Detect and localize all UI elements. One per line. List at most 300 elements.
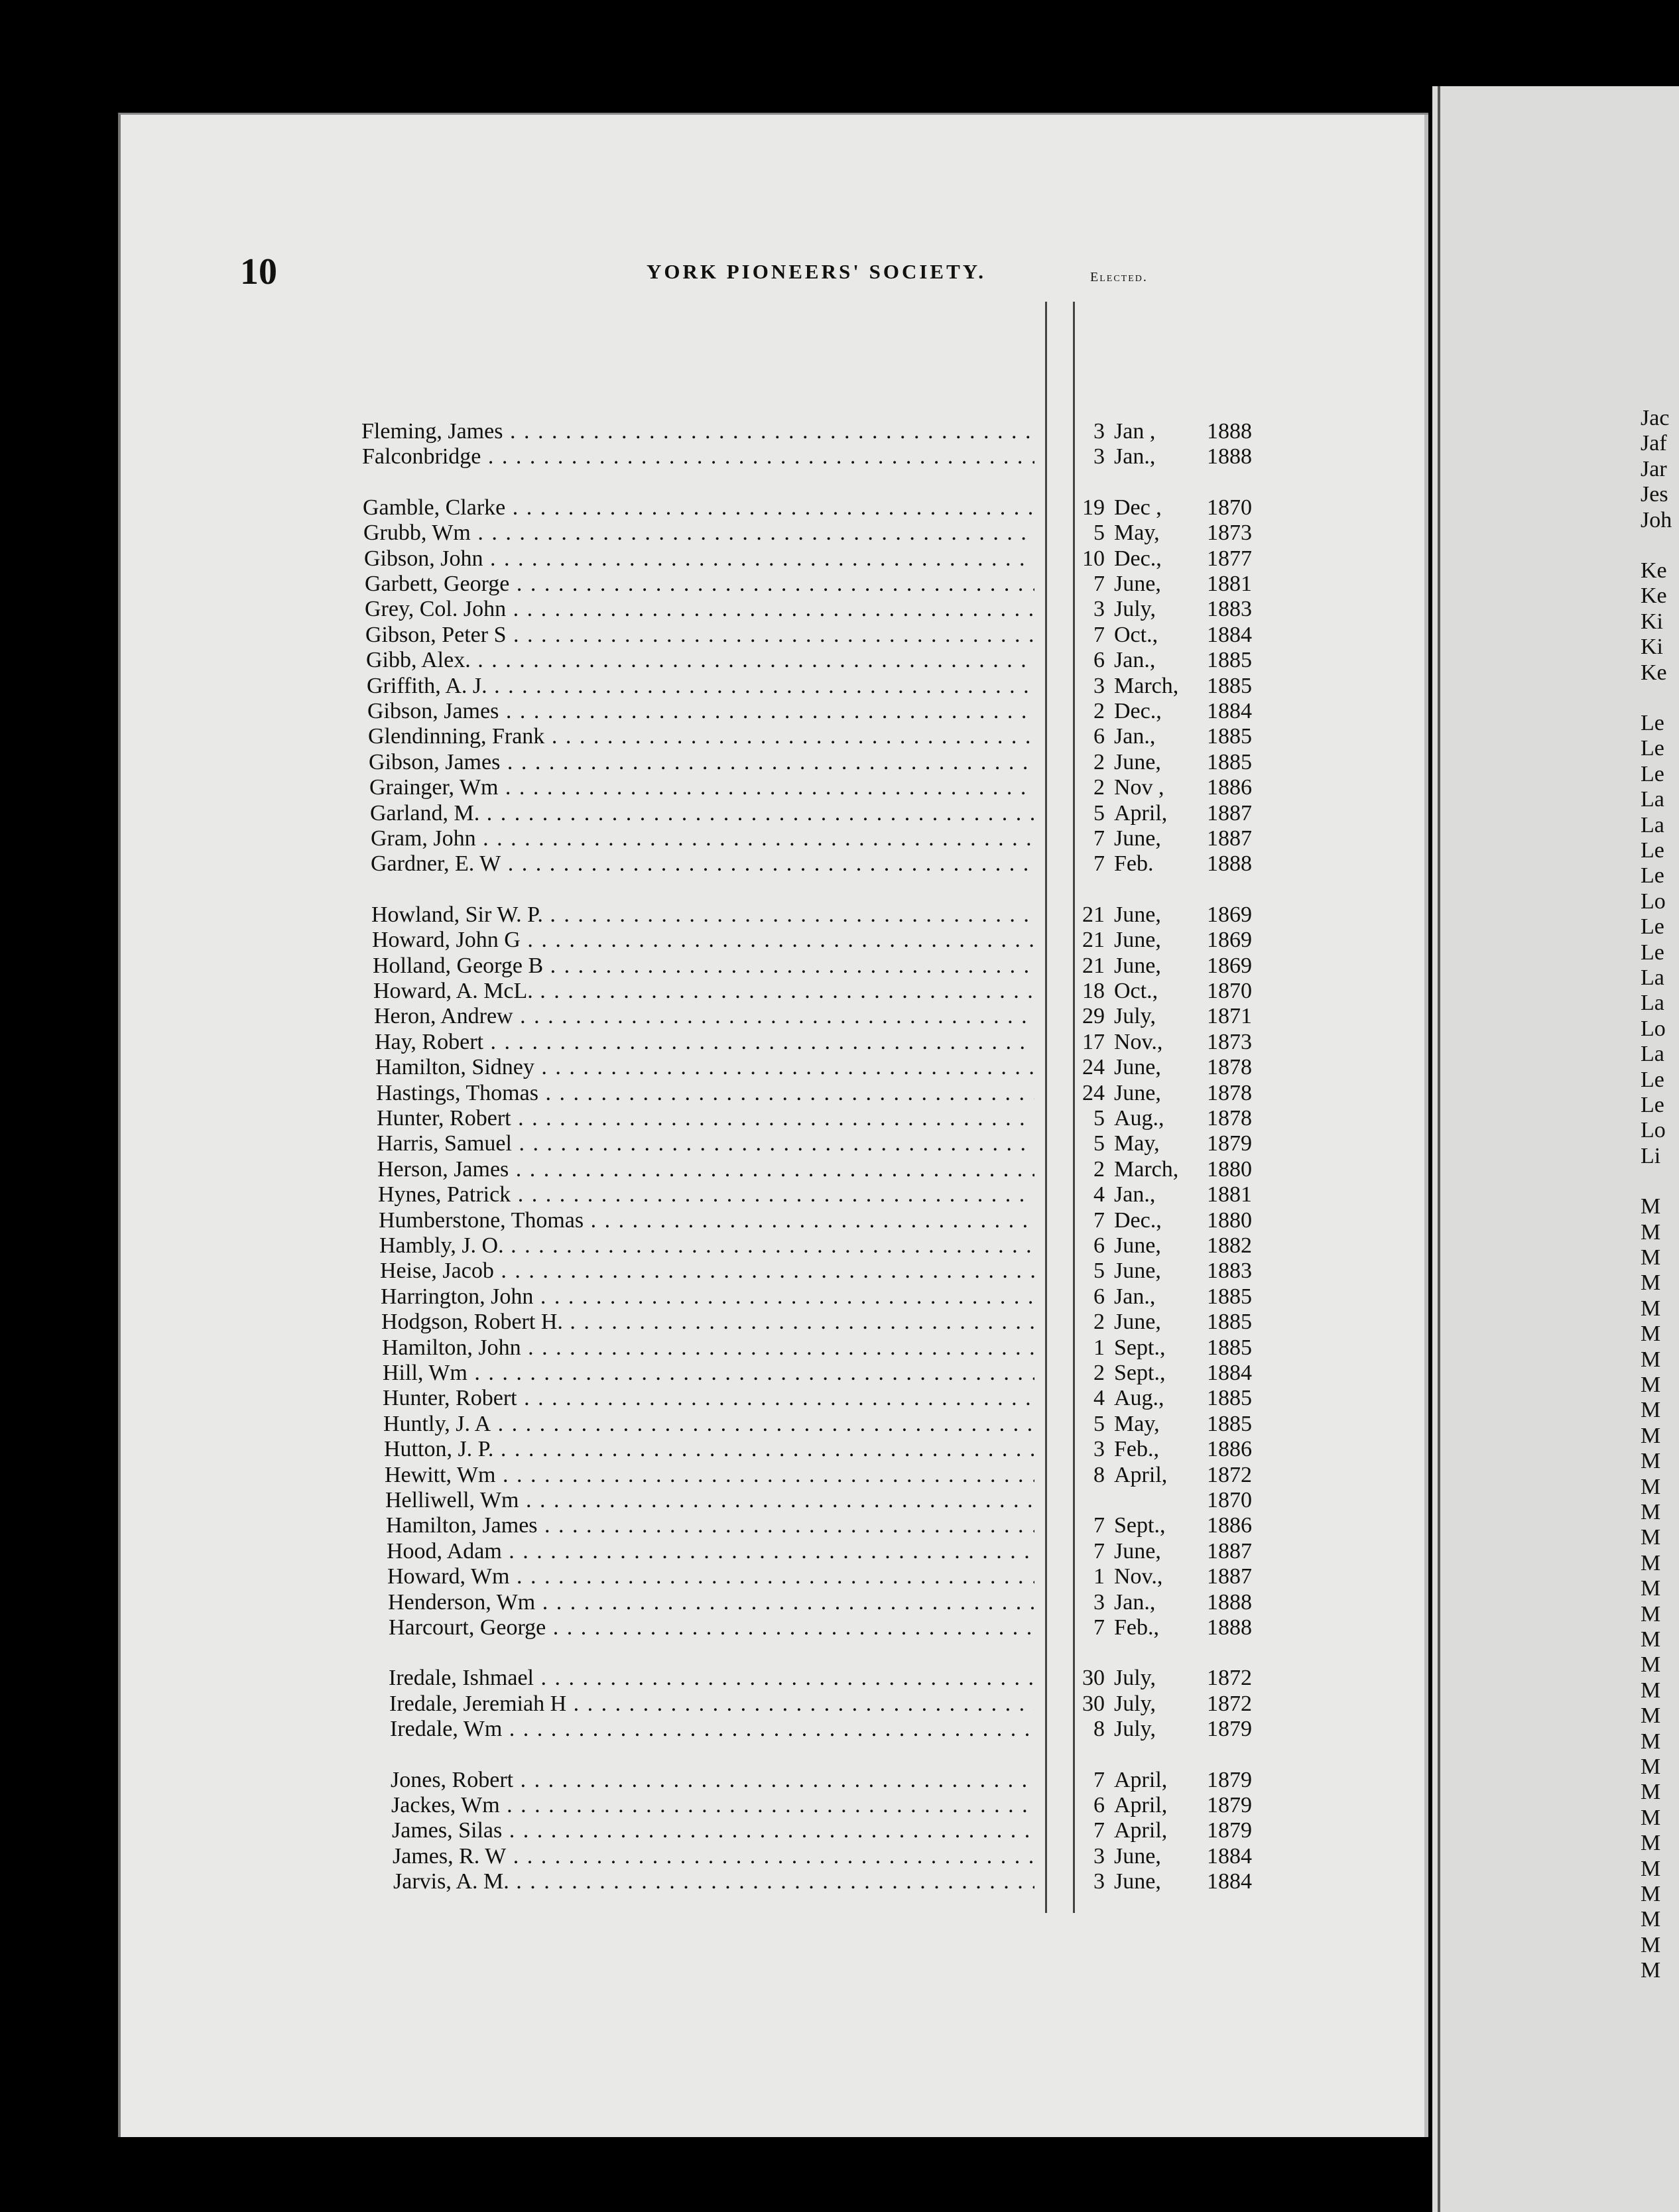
elected-day: 6 (1093, 648, 1105, 673)
member-entry (365, 623, 1286, 648)
member-entry (383, 1361, 1286, 1386)
elected-day: 2 (1093, 775, 1105, 800)
member-name: Heise, Jacob . . . (380, 1259, 1034, 1284)
elected-day: 7 (1093, 622, 1105, 647)
member-name: Gibson, James . . . (367, 699, 1034, 724)
elected-day: 5 (1093, 1131, 1105, 1156)
member-name: Hood, Adam . . . (387, 1539, 1034, 1564)
facing-page-fragment: M (1641, 1576, 1661, 1601)
elected-month: April, (1114, 1793, 1168, 1817)
elected-day: 3 (1093, 1843, 1105, 1869)
member-entry (371, 826, 1286, 851)
elected-year: 1878 (1207, 1055, 1252, 1080)
member-name: Hodgson, Robert H. . . . (381, 1310, 1034, 1335)
facing-page-fragment: Jar (1641, 456, 1667, 481)
elected-month: Jan., (1114, 444, 1156, 469)
member-name: Grubb, Wm . . . (363, 521, 1034, 546)
member-entry (373, 953, 1286, 979)
elected-day: 1 (1093, 1335, 1105, 1360)
elected-year: 1887 (1207, 1564, 1252, 1589)
elected-year: 1873 (1207, 1029, 1252, 1054)
member-name: Humberstone, Thomas . . . (379, 1208, 1034, 1233)
elected-month: March, (1114, 1156, 1179, 1182)
member-entry (377, 1157, 1286, 1182)
elected-month: Feb., (1114, 1437, 1159, 1462)
member-name: Griffith, A. J. . . . (367, 674, 1034, 699)
facing-page-fragment: Ke (1641, 584, 1667, 609)
member-name: Garbett, George . . . (365, 572, 1034, 597)
member-name: Garland, M. . . . (370, 801, 1034, 826)
elected-month: June, (1114, 953, 1161, 978)
facing-page-fragment: Le (1641, 838, 1664, 863)
elected-day: 21 (1082, 953, 1105, 978)
elected-year: 1883 (1207, 597, 1252, 622)
elected-month: July, (1114, 597, 1156, 622)
elected-day: 2 (1093, 1361, 1105, 1385)
elected-year: 1870 (1207, 1488, 1252, 1512)
page-number: 10 (240, 251, 277, 292)
facing-page-fragment: M (1641, 1601, 1661, 1627)
facing-page-fragment: M (1641, 1703, 1661, 1729)
elected-day: 6 (1093, 1793, 1105, 1817)
elected-year: 1883 (1207, 1259, 1252, 1284)
facing-page-fragment: Jaf (1641, 431, 1667, 456)
elected-day: 30 (1082, 1666, 1105, 1691)
member-entry (377, 1106, 1286, 1131)
facing-page-fragment: Le (1641, 711, 1664, 735)
elected-month: Jan., (1114, 1284, 1156, 1309)
facing-page-fragment: Le (1641, 914, 1664, 940)
elected-day: 4 (1093, 1386, 1105, 1411)
member-entry (379, 1233, 1286, 1259)
facing-page-fragment: M (1641, 1958, 1661, 1983)
elected-day: 2 (1093, 1156, 1105, 1182)
elected-month: June, (1114, 1869, 1161, 1894)
member-entry (381, 1310, 1286, 1335)
member-entry (366, 648, 1286, 673)
elected-month: June, (1114, 1080, 1161, 1105)
member-name: Iredale, Ishmael . . . (389, 1666, 1034, 1691)
member-name: Jones, Robert . . . (391, 1768, 1034, 1793)
elected-month: Nov , (1114, 775, 1164, 800)
elected-year: 1887 (1207, 800, 1252, 826)
facing-page-fragment: Jes (1641, 482, 1668, 507)
elected-year: 1885 (1207, 1335, 1252, 1360)
elected-day: 8 (1093, 1717, 1105, 1742)
elected-year: 1869 (1207, 953, 1252, 978)
elected-month: Jan., (1114, 724, 1156, 749)
member-entry (365, 597, 1286, 622)
elected-day: 29 (1082, 1004, 1105, 1029)
elected-month: Feb. (1114, 851, 1154, 877)
elected-year: 1884 (1207, 1361, 1252, 1385)
elected-year: 1885 (1207, 749, 1252, 774)
elected-year: 1884 (1207, 622, 1252, 647)
elected-day: 7 (1093, 1818, 1105, 1843)
elected-day: 3 (1093, 444, 1105, 469)
elected-day: 5 (1093, 521, 1105, 546)
facing-page-fragment: Le (1641, 736, 1664, 761)
elected-year: 1872 (1207, 1691, 1252, 1716)
elected-month: April, (1114, 1818, 1168, 1843)
facing-page-fragment: Ke (1641, 558, 1667, 583)
elected-year: 1869 (1207, 928, 1252, 953)
elected-day: 2 (1093, 1310, 1105, 1335)
elected-year: 1879 (1207, 1818, 1252, 1843)
facing-page-fragment: Le (1641, 761, 1664, 786)
facing-page-fragment: Ke (1641, 660, 1667, 685)
elected-day: 21 (1082, 902, 1105, 927)
facing-page-fragment: Li (1641, 1143, 1661, 1168)
facing-page-fragment: M (1641, 1474, 1661, 1499)
elected-day: 5 (1093, 800, 1105, 826)
facing-page-fragment: M (1641, 1500, 1661, 1524)
elected-month: April, (1114, 1462, 1168, 1487)
elected-day: 6 (1093, 724, 1105, 749)
elected-year: 1888 (1207, 1615, 1252, 1640)
elected-year: 1878 (1207, 1106, 1252, 1131)
elected-year: 1885 (1207, 1310, 1252, 1335)
elected-month: Sept., (1114, 1361, 1166, 1385)
member-name: Herson, James . . . (377, 1157, 1034, 1182)
facing-page-fragment: Le (1641, 863, 1664, 889)
elected-month: June, (1114, 902, 1161, 927)
member-name: Gibb, Alex. . . . (366, 648, 1034, 673)
elected-day: 5 (1093, 1106, 1105, 1131)
facing-page-fragment: M (1641, 1321, 1661, 1347)
member-entry (391, 1768, 1286, 1793)
elected-year: 1885 (1207, 1284, 1252, 1309)
member-name: Gibson, John . . . (364, 546, 1034, 572)
member-entry (383, 1412, 1286, 1437)
facing-page-fragment: M (1641, 1296, 1661, 1321)
member-entry (374, 1004, 1286, 1029)
member-name: Hewitt, Wm . . . (385, 1463, 1034, 1488)
member-name: Hutton, J. P. . . . (384, 1437, 1034, 1462)
elected-day: 7 (1093, 572, 1105, 596)
member-entry (389, 1615, 1286, 1640)
member-name: Hamilton, James . . . (386, 1513, 1034, 1538)
facing-page-fragment: M (1641, 1347, 1661, 1372)
member-entry (386, 1513, 1286, 1538)
facing-page-fragment: M (1641, 1856, 1661, 1881)
elected-day: 3 (1093, 1869, 1105, 1894)
elected-month: June, (1114, 928, 1161, 953)
member-entry (367, 674, 1286, 699)
facing-page-fragment: M (1641, 1398, 1661, 1423)
elected-month: April, (1114, 1767, 1168, 1792)
elected-month: Sept., (1114, 1335, 1166, 1360)
member-name: Iredale, Wm . . . (390, 1717, 1034, 1742)
elected-day: 8 (1093, 1462, 1105, 1487)
running-head: YORK PIONEERS' SOCIETY. (647, 260, 987, 283)
member-entry (363, 495, 1286, 521)
facing-page-fragment: M (1641, 1729, 1661, 1754)
member-name: Gamble, Clarke . . . (363, 495, 1034, 521)
elected-month: Jan., (1114, 1589, 1156, 1615)
facing-page-fragment: M (1641, 1754, 1661, 1779)
elected-month: Feb., (1114, 1615, 1159, 1640)
member-name: Hay, Robert . . . (375, 1030, 1034, 1055)
elected-day: 5 (1093, 1411, 1105, 1436)
elected-year: 1870 (1207, 495, 1252, 520)
elected-year: 1879 (1207, 1793, 1252, 1817)
elected-month: Dec., (1114, 699, 1162, 723)
member-entry (371, 902, 1286, 928)
elected-day: 3 (1093, 673, 1105, 698)
facing-page-fragment: M (1641, 1780, 1661, 1805)
member-entry (384, 1437, 1286, 1462)
elected-month: May, (1114, 1411, 1160, 1436)
member-entry (369, 750, 1286, 775)
member-name: Gibson, Peter S . . . (365, 623, 1034, 648)
elected-year: 1871 (1207, 1004, 1252, 1029)
member-name: Hunter, Robert . . . (377, 1106, 1034, 1131)
elected-month: Dec., (1114, 1207, 1162, 1233)
elected-column-header: Elected. (1090, 270, 1148, 284)
elected-year: 1872 (1207, 1666, 1252, 1691)
facing-page-fragment: Le (1641, 940, 1664, 965)
facing-page-fragment: Joh (1641, 507, 1672, 532)
member-entry (392, 1818, 1286, 1843)
facing-page-fragment: M (1641, 1194, 1661, 1219)
member-entry (365, 572, 1286, 597)
elected-day: 7 (1093, 1513, 1105, 1538)
elected-month: Aug., (1114, 1106, 1164, 1131)
elected-month: Nov., (1114, 1564, 1163, 1589)
elected-year: 1869 (1207, 902, 1252, 927)
elected-year: 1885 (1207, 648, 1252, 673)
member-entry (389, 1691, 1286, 1717)
facing-page-fragment: M (1641, 1373, 1661, 1397)
elected-day: 18 (1082, 979, 1105, 1003)
facing-page-fragment: M (1641, 1882, 1661, 1906)
member-entry (371, 851, 1286, 877)
member-entry (378, 1182, 1286, 1207)
elected-year: 1877 (1207, 546, 1252, 571)
elected-year: 1888 (1207, 444, 1252, 469)
facing-page-fragment: M (1641, 1270, 1661, 1296)
elected-month: Jan , (1114, 419, 1156, 444)
member-entry (387, 1564, 1286, 1589)
member-name: Grey, Col. John . . . (365, 597, 1034, 622)
member-name: Jackes, Wm . . . (391, 1793, 1034, 1818)
elected-year: 1884 (1207, 1869, 1252, 1894)
facing-page-fragment: La (1641, 1042, 1664, 1067)
member-entry (381, 1284, 1286, 1310)
facing-page-fragment: La (1641, 991, 1664, 1016)
member-entry (387, 1539, 1286, 1564)
elected-month: June, (1114, 1538, 1161, 1564)
elected-day: 21 (1082, 928, 1105, 953)
member-name: Harcourt, George . . . (389, 1615, 1034, 1640)
member-entry (385, 1463, 1286, 1488)
elected-day: 5 (1093, 1259, 1105, 1284)
elected-day: 10 (1082, 546, 1105, 571)
member-entry (380, 1259, 1286, 1284)
member-entry (376, 1081, 1286, 1106)
elected-month: July, (1114, 1666, 1156, 1691)
member-name: Grainger, Wm . . . (369, 775, 1034, 800)
elected-day: 3 (1093, 1437, 1105, 1462)
member-name: Gram, John . . . (371, 826, 1034, 851)
facing-page-fragment: Ki (1641, 635, 1663, 660)
member-name: Huntly, J. A . . . (383, 1412, 1034, 1437)
member-name: Hamilton, Sidney . . . (375, 1055, 1034, 1080)
elected-year: 1886 (1207, 775, 1252, 800)
member-name: James, Silas . . . (392, 1818, 1034, 1843)
elected-month: June, (1114, 572, 1161, 596)
elected-day: 3 (1093, 1589, 1105, 1615)
elected-day: 24 (1082, 1080, 1105, 1105)
elected-year: 1880 (1207, 1156, 1252, 1182)
member-name: Hamilton, John . . . (382, 1335, 1034, 1361)
member-name: Howard, Wm . . . (387, 1564, 1034, 1589)
member-name: Heron, Andrew . . . (374, 1004, 1034, 1029)
elected-month: July, (1114, 1717, 1156, 1742)
elected-month: Dec , (1114, 495, 1162, 520)
elected-month: Jan., (1114, 1182, 1156, 1207)
elected-month: July, (1114, 1004, 1156, 1029)
member-entry (363, 521, 1286, 546)
elected-year: 1885 (1207, 724, 1252, 749)
elected-month: Aug., (1114, 1386, 1164, 1411)
facing-page-fragment: Jac (1641, 406, 1670, 430)
member-name: Glendinning, Frank . . . (368, 724, 1034, 749)
facing-page-fragment: La (1641, 812, 1664, 837)
elected-month: June, (1114, 749, 1161, 774)
member-entry (393, 1844, 1286, 1869)
member-entry (368, 724, 1286, 749)
member-entry (389, 1666, 1286, 1691)
member-name: Howard, John G . . . (372, 928, 1034, 953)
facing-page-fragment: M (1641, 1932, 1661, 1957)
elected-year: 1881 (1207, 1182, 1252, 1207)
member-entry (362, 444, 1286, 469)
member-name: Harrington, John . . . (381, 1284, 1034, 1310)
member-name: Falconbridge . . . (362, 444, 1034, 469)
member-entry (385, 1488, 1286, 1513)
elected-month: Jan., (1114, 648, 1156, 673)
member-entry (370, 801, 1286, 826)
facing-page-fragment: Ki (1641, 609, 1663, 634)
elected-day: 7 (1093, 1538, 1105, 1564)
elected-month: June, (1114, 1843, 1161, 1869)
elected-year: 1879 (1207, 1131, 1252, 1156)
member-entry (388, 1590, 1286, 1615)
member-name: Henderson, Wm . . . (388, 1590, 1034, 1615)
elected-year: 1880 (1207, 1207, 1252, 1233)
member-entry (364, 546, 1286, 572)
elected-year: 1872 (1207, 1462, 1252, 1487)
member-entry (375, 1055, 1286, 1080)
elected-year: 1888 (1207, 419, 1252, 444)
elected-month: Nov., (1114, 1029, 1163, 1054)
elected-year: 1885 (1207, 1386, 1252, 1411)
elected-year: 1886 (1207, 1513, 1252, 1538)
elected-month: May, (1114, 521, 1160, 546)
elected-year: 1879 (1207, 1717, 1252, 1742)
facing-page-fragment: La (1641, 787, 1664, 812)
member-entry (367, 699, 1286, 724)
member-name: Holland, George B . . . (373, 953, 1034, 979)
facing-page-fragment: M (1641, 1449, 1661, 1474)
facing-page-fragment: Le (1641, 1093, 1664, 1117)
elected-year: 1884 (1207, 699, 1252, 723)
elected-day: 17 (1082, 1029, 1105, 1054)
elected-year: 1885 (1207, 673, 1252, 698)
facing-page-fragment: M (1641, 1219, 1661, 1245)
facing-page-fragment: M (1641, 1678, 1661, 1703)
member-entry (375, 1030, 1286, 1055)
member-name: Jarvis, A. M. . . . (393, 1869, 1034, 1894)
elected-month: June, (1114, 1055, 1161, 1080)
facing-page-fragment: Lo (1641, 1118, 1666, 1143)
elected-year: 1887 (1207, 1538, 1252, 1564)
elected-month: June, (1114, 826, 1161, 851)
member-name: Harris, Samuel . . . (377, 1131, 1034, 1156)
facing-page-fragment: Lo (1641, 889, 1666, 914)
facing-page-fragment: M (1641, 1907, 1661, 1932)
elected-day: 2 (1093, 699, 1105, 723)
elected-year: 1879 (1207, 1767, 1252, 1792)
member-entry (369, 775, 1286, 800)
member-name: Fleming, James . . . (361, 419, 1034, 444)
member-entry (377, 1131, 1286, 1156)
elected-month: July, (1114, 1691, 1156, 1716)
member-name: Hill, Wm . . . (383, 1361, 1034, 1386)
elected-year: 1882 (1207, 1233, 1252, 1258)
elected-year: 1870 (1207, 979, 1252, 1003)
elected-year: 1887 (1207, 826, 1252, 851)
facing-page-fragment: M (1641, 1423, 1661, 1448)
facing-page-fragment: M (1641, 1550, 1661, 1575)
member-name: Gardner, E. W . . . (371, 851, 1034, 877)
elected-day: 7 (1093, 826, 1105, 851)
member-entry (372, 928, 1286, 953)
member-name: Hastings, Thomas . . . (376, 1081, 1034, 1106)
member-name: Hynes, Patrick . . . (378, 1182, 1034, 1207)
elected-month: June, (1114, 1259, 1161, 1284)
member-entry (373, 979, 1286, 1004)
member-name: Hambly, J. O. . . . (379, 1233, 1034, 1259)
facing-page-fragment: M (1641, 1627, 1661, 1652)
elected-month: Dec., (1114, 546, 1162, 571)
member-entry (379, 1208, 1286, 1233)
member-name: Hunter, Robert . . . (383, 1386, 1034, 1411)
member-name: Gibson, James . . . (369, 750, 1034, 775)
elected-month: Oct., (1114, 622, 1158, 647)
elected-day: 30 (1082, 1691, 1105, 1716)
member-entry (361, 419, 1286, 444)
elected-month: April, (1114, 800, 1168, 826)
member-name: Howland, Sir W. P. . . . (371, 902, 1034, 928)
elected-year: 1878 (1207, 1080, 1252, 1105)
elected-day: 7 (1093, 1207, 1105, 1233)
facing-page-fragment: M (1641, 1525, 1661, 1550)
elected-day: 7 (1093, 1615, 1105, 1640)
elected-month: May, (1114, 1131, 1160, 1156)
member-name: Howard, A. McL. . . . (373, 979, 1034, 1004)
member-name: James, R. W . . . (393, 1844, 1034, 1869)
elected-month: June, (1114, 1233, 1161, 1258)
elected-year: 1885 (1207, 1411, 1252, 1436)
facing-page-fragment: Lo (1641, 1016, 1666, 1041)
elected-month: Oct., (1114, 979, 1158, 1003)
elected-year: 1884 (1207, 1843, 1252, 1869)
elected-year: 1881 (1207, 572, 1252, 596)
member-entry (390, 1717, 1286, 1742)
